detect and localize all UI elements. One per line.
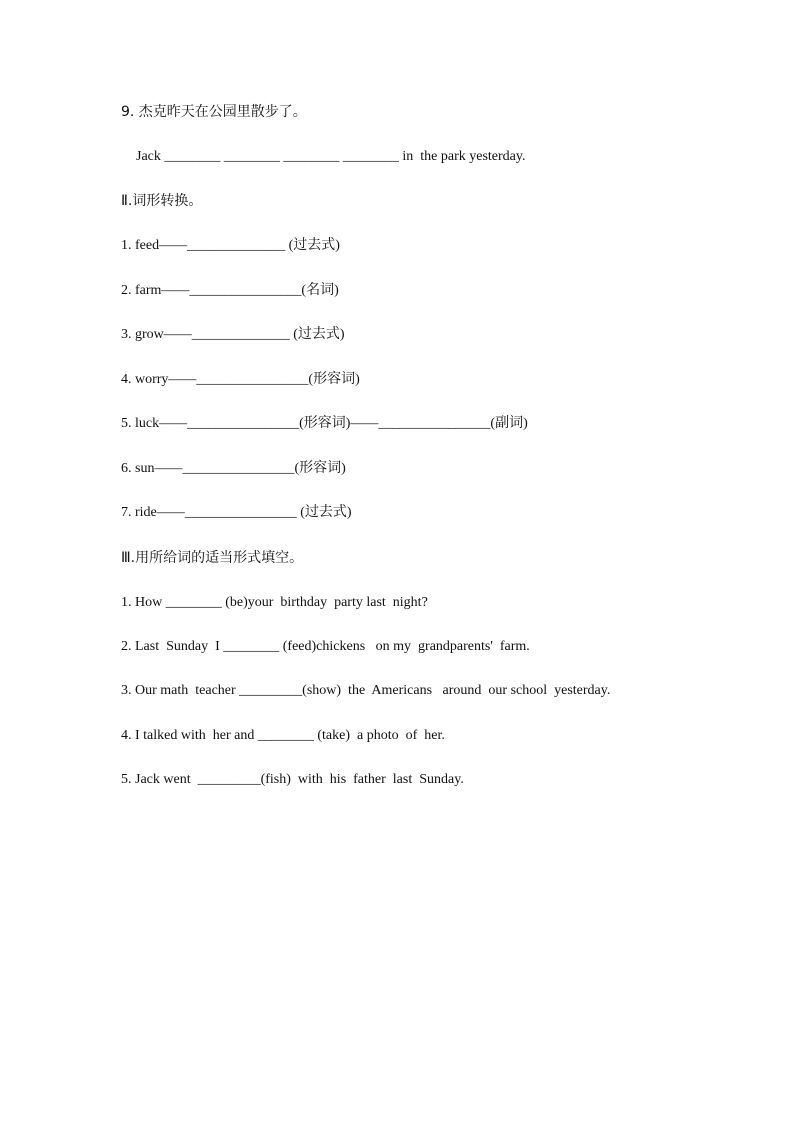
section3-item-5: 5. Jack went _________(fish) with his father last Sunday.	[121, 772, 464, 787]
section2-item-7: 7. ride——________________ (过去式)	[121, 505, 352, 520]
section2-item-2: 2. farm——________________(名词)	[121, 283, 339, 298]
section3-title: Ⅲ.用所给词的适当形式填空。	[121, 550, 304, 566]
section3-item-2: 2. Last Sunday I ________ (feed)chickens on my grandparents' farm.	[121, 639, 530, 654]
section2-item-6: 6. sun——________________(形容词)	[121, 461, 346, 476]
section2-title: Ⅱ.词形转换。	[121, 193, 203, 209]
section2-item-4: 4. worry——________________(形容词)	[121, 372, 360, 387]
q9-answer-line: Jack ________ ________ ________ ________ in the park yesterday.	[136, 149, 526, 164]
q9-prompt: 9. 杰克昨天在公园里散步了。	[121, 104, 307, 120]
section2-item-3: 3. grow——______________ (过去式)	[121, 327, 345, 342]
section3-item-1: 1. How ________ (be)your birthday party last night?	[121, 595, 428, 610]
section3-item-4: 4. I talked with her and ________ (take) a photo of her.	[121, 728, 445, 743]
section3-item-3: 3. Our math teacher _________(show) the Americans around our school yesterday.	[121, 683, 611, 698]
section2-item-1: 1. feed——______________ (过去式)	[121, 238, 340, 253]
section2-item-5: 5. luck——________________(形容词)——________________(副词)	[121, 416, 528, 431]
